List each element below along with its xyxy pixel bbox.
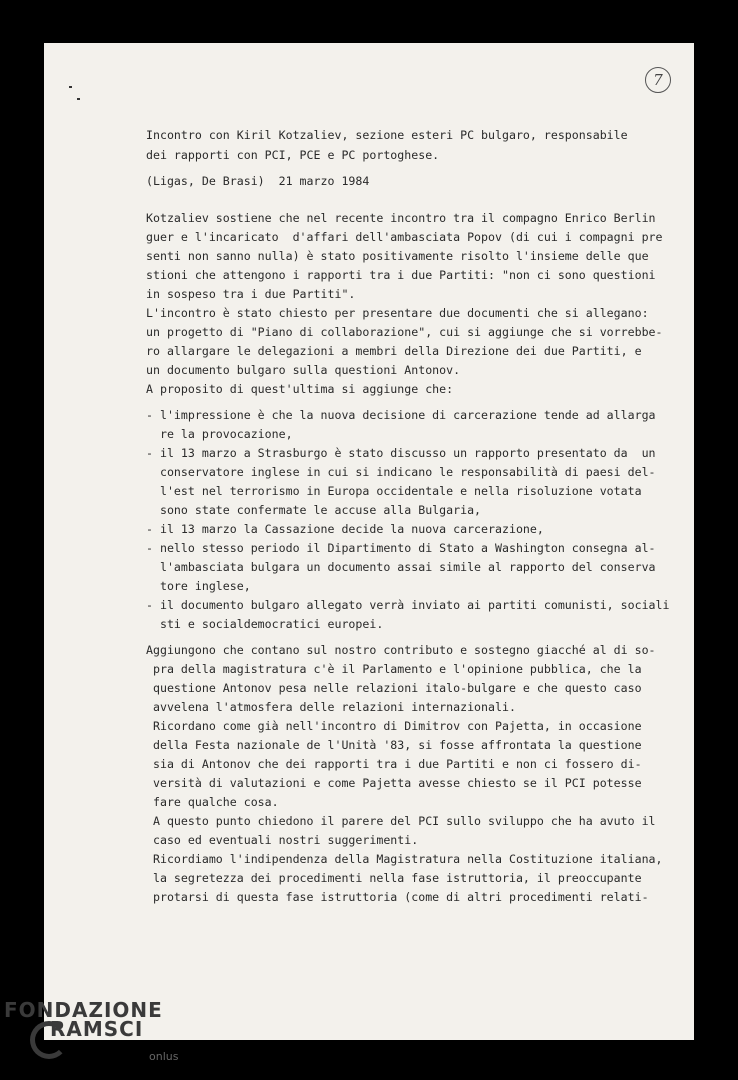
- logo-subtitle: onlus: [149, 1050, 179, 1063]
- bullets-line: l'ambasciata bulgara un documento assai simile al rapporto del conserva: [146, 560, 656, 574]
- bullets-line: l'est nel terrorismo in Europa occidentale e nella risoluzione votata: [146, 484, 642, 498]
- paragraph1-line: guer e l'incaricato d'affari dell'ambasciata Popov (di cui i compagni pre: [146, 230, 663, 244]
- paragraph2-line: A questo punto chiedono il parere del PCI sullo sviluppo che ha avuto il: [146, 814, 656, 828]
- date-line: (Ligas, De Brasi) 21 marzo 1984: [146, 174, 370, 188]
- paragraph1-line: Kotzaliev sostiene che nel recente incontro tra il compagno Enrico Berlin: [146, 211, 656, 225]
- paragraph1-line: un progetto di "Piano di collaborazione", cui si aggiunge che si vorrebbe-: [146, 325, 663, 339]
- bullets-line: sti e socialdemocratici europei.: [146, 617, 384, 631]
- bullets-line: re la provocazione,: [146, 427, 293, 441]
- bullets-line: - il 13 marzo a Strasburgo è stato discusso un rapporto presentato da un: [146, 446, 656, 460]
- paragraph2-line: fare qualche cosa.: [146, 795, 279, 809]
- paragraph2-line: avvelena l'atmosfera delle relazioni internazionali.: [146, 700, 516, 714]
- paragraph2-line: pra della magistratura c'è il Parlamento e l'opinione pubblica, che la: [146, 662, 642, 676]
- paragraph2-line: Ricordiamo l'indipendenza della Magistratura nella Costituzione italiana,: [146, 852, 663, 866]
- paragraph1-line: in sospeso tra i due Partiti".: [146, 287, 356, 301]
- bullets-line: conservatore inglese in cui si indicano le responsabilità di paesi del-: [146, 465, 656, 479]
- paragraph1-line: L'incontro è stato chiesto per presentare due documenti che si allegano:: [146, 306, 649, 320]
- page-number: 7: [645, 67, 671, 93]
- logo-line1: FONDAZIONE: [4, 998, 163, 1022]
- paragraph1-line: un documento bulgaro sulla questioni Antonov.: [146, 363, 461, 377]
- bullets-line: tore inglese,: [146, 579, 251, 593]
- paragraph1-line: stioni che attengono i rapporti tra i due Partiti: "non ci sono questioni: [146, 268, 656, 282]
- paragraph2-line: la segretezza dei procedimenti nella fase istruttoria, il preoccupante: [146, 871, 642, 885]
- paragraph2-line: della Festa nazionale de l'Unità '83, si fosse affrontata la questione: [146, 738, 642, 752]
- paragraph2-line: Ricordano come già nell'incontro di Dimitrov con Pajetta, in occasione: [146, 719, 642, 733]
- paragraph1-line: senti non sanno nulla) è stato positivamente risolto l'insieme delle que: [146, 249, 649, 263]
- bullets-line: - l'impressione è che la nuova decisione di carcerazione tende ad allarga: [146, 408, 656, 422]
- header-line: dei rapporti con PCI, PCE e PC portoghese.: [146, 147, 440, 162]
- bullets-line: sono state confermate le accuse alla Bulgaria,: [146, 503, 482, 517]
- paragraph1-line: A proposito di quest'ultima si aggiunge che:: [146, 382, 454, 396]
- stray-mark: [77, 98, 80, 100]
- bullets-line: - nello stesso periodo il Dipartimento di Stato a Washington consegna al-: [146, 541, 656, 555]
- paragraph2-line: questione Antonov pesa nelle relazioni italo-bulgare e che questo caso: [146, 681, 642, 695]
- bullets-line: - il 13 marzo la Cassazione decide la nuova carcerazione,: [146, 522, 544, 536]
- bullets-line: - il documento bulgaro allegato verrà inviato ai partiti comunisti, sociali: [146, 598, 670, 612]
- paragraph2-line: sia di Antonov che dei rapporti tra i due Partiti e non ci fossero di-: [146, 757, 642, 771]
- paragraph2-line: caso ed eventuali nostri suggerimenti.: [146, 833, 419, 847]
- fondazione-gramsci-logo: [4, 998, 179, 1078]
- paragraph2-line: protarsi di questa fase istruttoria (come di altri procedimenti relati-: [146, 890, 649, 904]
- header-line: Incontro con Kiril Kotzaliev, sezione esteri PC bulgaro, responsabile: [146, 128, 628, 142]
- paragraph2-line: Aggiungono che contano sul nostro contributo e sostegno giacché al di so-: [146, 643, 656, 657]
- logo-line2: RAMSCI: [50, 1017, 144, 1041]
- paragraph2-line: versità di valutazioni e come Pajetta avesse chiesto se il PCI potesse: [146, 776, 642, 790]
- paragraph1-line: ro allargare le delegazioni a membri della Direzione dei due Partiti, e: [146, 344, 642, 358]
- stray-mark: [69, 86, 72, 88]
